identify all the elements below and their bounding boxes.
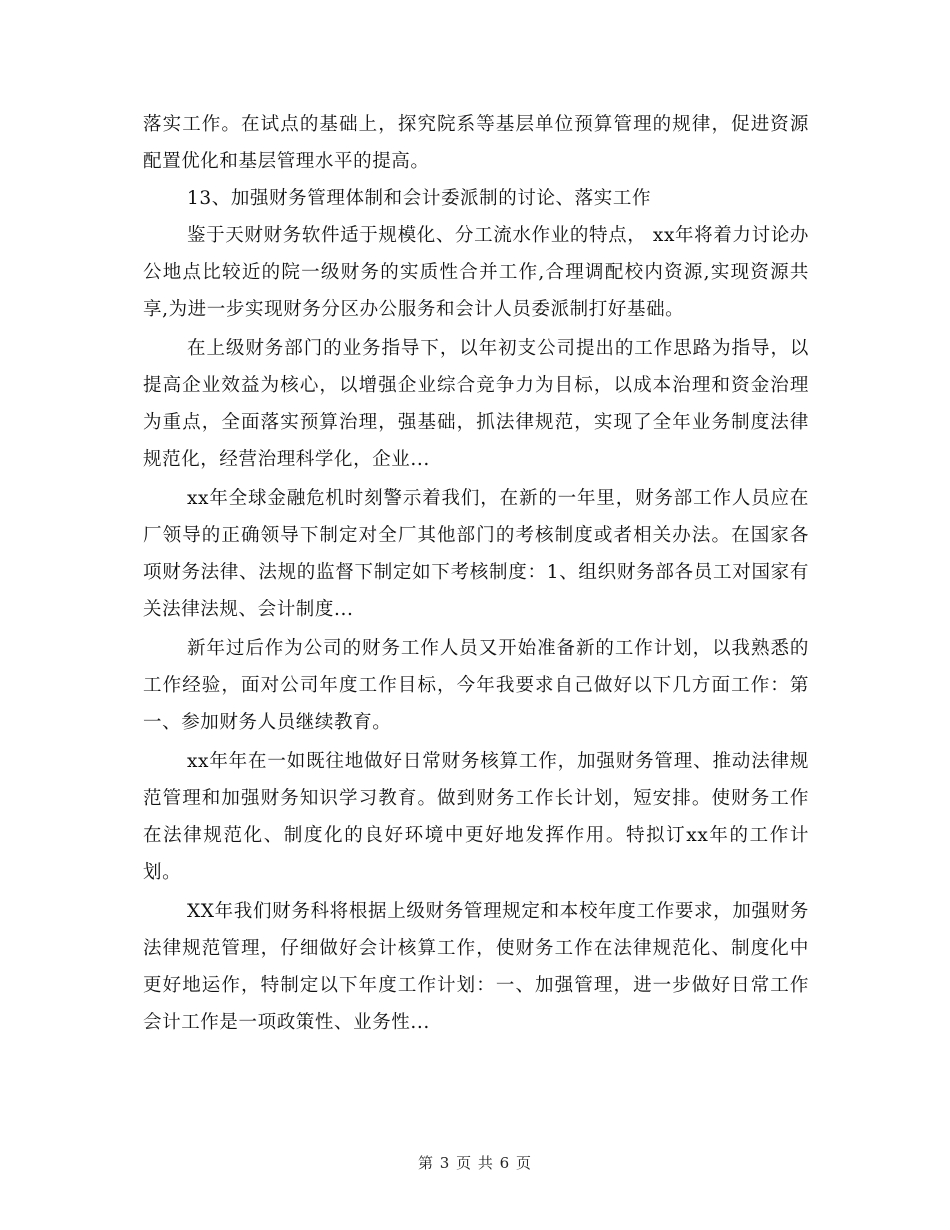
page-number-footer: 第 3 页 共 6 页 [418,1154,532,1172]
paragraph-8: XX年我们财务科将根据上级财务管理规定和本校年度工作要求，加强财务法律规范管理，仔细做好会计核算工作，使财务工作在法律规范化、制度化中更好地运作，特制定以下年度工作计划：一、加强管理，进一步做好日常工作会计工作是一项政策性、业务性... [143,901,809,1033]
paragraph-4: 在上级财务部门的业务指导下，以年初支公司提出的工作思路为指导，以提高企业效益为核心，以增强企业综合竞争力为目标，以成本治理和资金治理为重点，全面落实预算治理，强基础，抓法律规范，实现了全年业务制度法律规范化，经营治理科学化，企业... [143,338,809,470]
paragraph-6: 新年过后作为公司的财务工作人员又开始准备新的工作计划，以我熟悉的工作经验，面对公司年度工作目标，今年我要求自己做好以下几方面工作：第一、参加财务人员继续教育。 [143,638,809,733]
paragraph-2-heading: 13、加强财务管理体制和会计委派制的讨论、落实工作 [187,188,652,209]
paragraph-1: 落实工作。在试点的基础上，探究院系等基层单位预算管理的规律，促进资源配置优化和基层管理水平的提高。 [143,114,809,172]
paragraph-7: xx年年在一如既往地做好日常财务核算工作，加强财务管理、推动法律规范管理和加强财务知识学习教育。做到财务工作长计划，短安排。使财务工作在法律规范化、制度化的良好环境中更好地发挥作用。特拟订xx年的工作计划。 [143,751,809,883]
paragraph-5: xx年全球金融危机时刻警示着我们，在新的一年里，财务部工作人员应在厂领导的正确领导下制定对全厂其他部门的考核制度或者相关办法。在国家各项财务法律、法规的监督下制定如下考核制度：1、组织财务部各员工对国家有关法律法规、会计制度... [143,488,809,620]
paragraph-3: 鉴于天财财务软件适于规模化、分工流水作业的特点， xx年将着力讨论办公地点比较近的院一级财务的实质性合并工作,合理调配校内资源,实现资源共享,为进一步实现财务分区办公服务和会计人员委派制打好基础。 [143,225,809,320]
document-body [143,106,809,1041]
